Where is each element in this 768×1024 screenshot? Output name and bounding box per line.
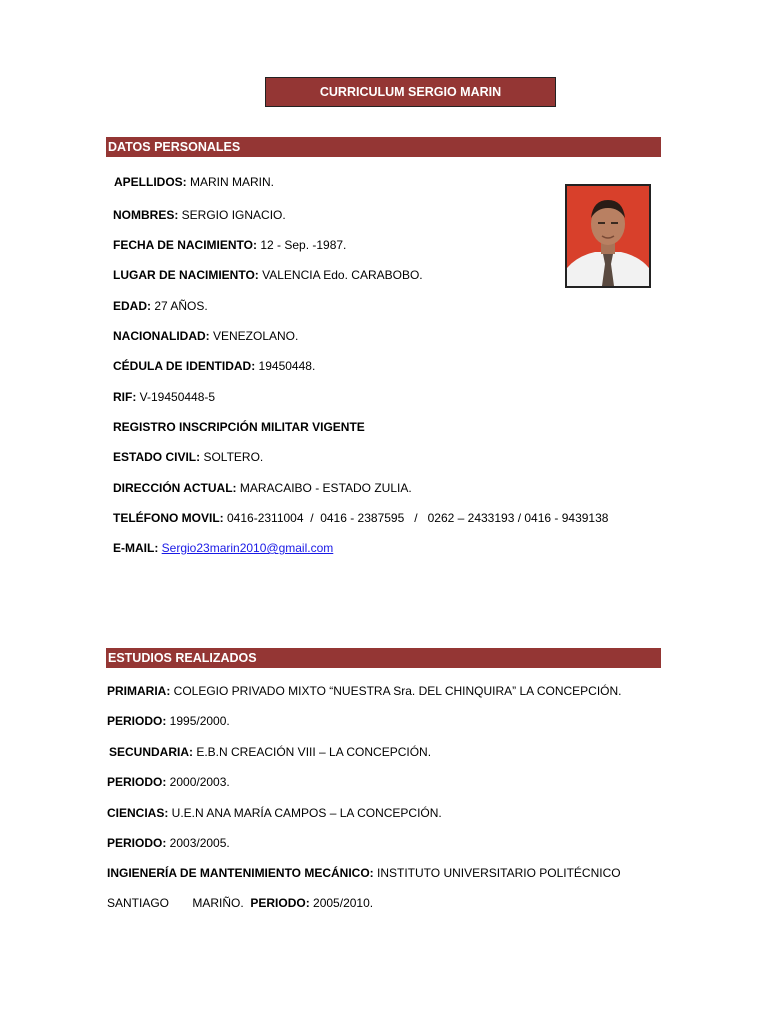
field-lugar-value: VALENCIA Edo. CARABOBO. bbox=[258, 268, 423, 282]
field-email bbox=[113, 541, 333, 555]
field-rif-value: V-19450448-5 bbox=[136, 390, 216, 404]
field-telefono bbox=[113, 511, 608, 525]
study-ciencias bbox=[107, 806, 442, 820]
field-fecha-nacimiento bbox=[113, 238, 346, 252]
field-cedula-value: 19450448. bbox=[255, 359, 316, 373]
study-periodo-label: PERIODO: bbox=[107, 775, 167, 789]
field-registro-label: REGISTRO INSCRIPCIÓN MILITAR VIGENTE bbox=[113, 420, 365, 434]
email-link[interactable]: Sergio23marin2010@gmail.com bbox=[161, 541, 334, 555]
study-primaria bbox=[107, 684, 622, 698]
field-nacionalidad bbox=[113, 329, 298, 343]
field-fecha-value: 12 - Sep. -1987. bbox=[257, 238, 347, 252]
field-cedula-label: CÉDULA DE IDENTIDAD: bbox=[113, 359, 256, 373]
field-nacionalidad-value: VENEZOLANO. bbox=[209, 329, 299, 343]
study-ciencias-label: CIENCIAS: bbox=[107, 806, 169, 820]
study-ingenieria-label: INGIENERÍA DE MANTENIMIENTO MECÁNICO: bbox=[107, 866, 374, 880]
field-rif-label: RIF: bbox=[113, 390, 137, 404]
study-ingenieria-value: INSTITUTO UNIVERSITARIO POLITÉCNICO bbox=[373, 866, 621, 880]
study-primaria-label: PRIMARIA: bbox=[107, 684, 171, 698]
section-header-personal: DATOS PERSONALES bbox=[106, 137, 661, 157]
study-periodo-value: 2003/2005. bbox=[166, 836, 230, 850]
field-estado-civil-label: ESTADO CIVIL: bbox=[113, 450, 201, 464]
field-fecha-label: FECHA DE NACIMIENTO: bbox=[113, 238, 257, 252]
profile-photo bbox=[565, 184, 651, 288]
study-periodo-value: 2005/2010. bbox=[309, 896, 374, 910]
field-estado-civil bbox=[113, 450, 263, 464]
section-header-studies: ESTUDIOS REALIZADOS bbox=[106, 648, 661, 668]
field-estado-civil-value: SOLTERO. bbox=[200, 450, 264, 464]
field-nombres-label: NOMBRES: bbox=[113, 208, 179, 222]
study-ciencias-value: U.E.N ANA MARÍA CAMPOS – LA CONCEPCIÓN. bbox=[168, 806, 442, 820]
field-registro-militar bbox=[113, 420, 365, 434]
study-periodo-value: 2000/2003. bbox=[166, 775, 230, 789]
field-direccion-label: DIRECCIÓN ACTUAL: bbox=[113, 481, 237, 495]
field-email-label: E-MAIL: bbox=[113, 541, 159, 555]
field-lugar-nacimiento bbox=[113, 268, 423, 282]
field-edad-value: 27 AÑOS. bbox=[151, 299, 208, 313]
field-nombres bbox=[113, 208, 286, 222]
field-edad bbox=[113, 299, 208, 313]
field-apellidos-value: MARIN MARIN. bbox=[186, 175, 275, 189]
field-telefono-label: TELÉFONO MOVIL: bbox=[113, 511, 224, 525]
study-ingenieria bbox=[107, 866, 621, 880]
study-ingenieria-cont bbox=[107, 896, 373, 910]
study-periodo-label: PERIODO: bbox=[107, 836, 167, 850]
field-nacionalidad-label: NACIONALIDAD: bbox=[113, 329, 210, 343]
study-ingenieria-cont-text: SANTIAGO MARIÑO. bbox=[107, 896, 244, 910]
field-apellidos-label: APELLIDOS: bbox=[114, 175, 187, 189]
document-title: CURRICULUM SERGIO MARIN bbox=[265, 77, 556, 107]
field-rif bbox=[113, 390, 215, 404]
study-periodo-value: 1995/2000. bbox=[166, 714, 230, 728]
field-nombres-value: SERGIO IGNACIO. bbox=[178, 208, 286, 222]
field-telefono-value: 0416-2311004 / 0416 - 2387595 / 0262 – 2433193 / 0416 - 9439138 bbox=[223, 511, 609, 525]
study-periodo-ciencias bbox=[107, 836, 230, 850]
study-secundaria-value: E.B.N CREACIÓN VIII – LA CONCEPCIÓN. bbox=[193, 745, 432, 759]
study-periodo-primaria bbox=[107, 714, 230, 728]
field-apellidos bbox=[114, 175, 274, 189]
field-lugar-label: LUGAR DE NACIMIENTO: bbox=[113, 268, 259, 282]
study-periodo-label: PERIODO: bbox=[107, 714, 167, 728]
field-direccion bbox=[113, 481, 412, 495]
study-secundaria-label: SECUNDARIA: bbox=[109, 745, 193, 759]
study-periodo-secundaria bbox=[107, 775, 230, 789]
study-secundaria bbox=[109, 745, 431, 759]
study-primaria-value: COLEGIO PRIVADO MIXTO “NUESTRA Sra. DEL CHINQUIRA” LA CONCEPCIÓN. bbox=[170, 684, 622, 698]
field-cedula bbox=[113, 359, 315, 373]
field-direccion-value: MARACAIBO - ESTADO ZULIA. bbox=[236, 481, 412, 495]
field-edad-label: EDAD: bbox=[113, 299, 151, 313]
study-periodo-label: PERIODO: bbox=[250, 896, 310, 910]
